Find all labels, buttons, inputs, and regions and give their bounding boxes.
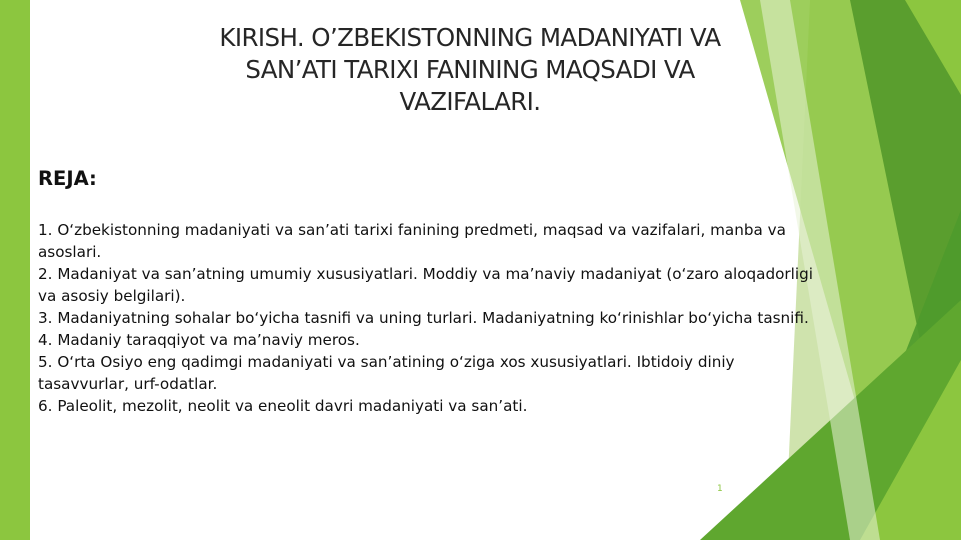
plan-heading: REJA: [38, 167, 97, 190]
plan-item: 6. Paleolit, mezolit, neolit va eneolit davri madaniyati va san’ati. [38, 397, 528, 415]
plan-item: 3. Madaniyatning sohalar bo‘yicha tasnifi va uning turlari. Madaniyatning ko‘rinishlar bo‘yicha tasnifi. [38, 309, 809, 327]
slide-title: KIRISH. O’ZBEKISTONNING MADANIYATI VA SAN’ATI TARIXI FANINING MAQSADI VA VAZIFALARI. [219, 23, 721, 116]
plan-list [38, 219, 818, 417]
plan-item: 5. O‘rta Osiyo eng qadimgi madaniyati va san’atining o‘ziga xos xususiyatlari. Ibtidoiy diniy tasavvurlar, urf-odatlar. [38, 353, 735, 393]
slide-number: 1 [717, 484, 723, 494]
plan-item: 2. Madaniyat va san’atning umumiy xususiyatlari. Moddiy va ma’naviy madaniyat (o‘zaro aloqadorligi va asosiy belgilari). [38, 265, 813, 305]
plan-item: 1. O‘zbekistonning madaniyati va san’ati tarixi fanining predmeti, maqsad va vazifalari, manba va asoslari. [38, 221, 786, 261]
plan-item: 4. Madaniy taraqqiyot va ma’naviy meros. [38, 331, 360, 349]
